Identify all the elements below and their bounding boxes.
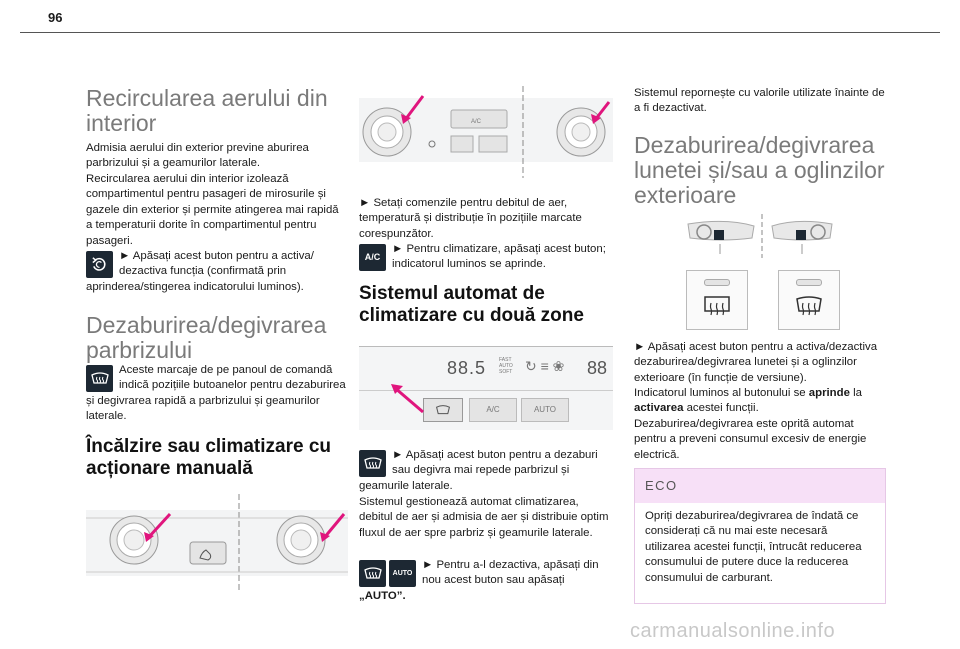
rear-defrost-curved-icon: [795, 295, 823, 319]
manual-settings-paragraph: ► Setați comenzile pentru debitul de aer, temperatură și distribuție în pozițiile marcate corespunzător.: [359, 197, 582, 240]
rear-p2-a: Indicatorul luminos al butonului se: [634, 387, 806, 399]
manual-control-panel-illustration: [86, 492, 348, 592]
heading-manual-climate: Încălzire sau climatizare cu acționare manuală: [86, 436, 332, 479]
heading-rear-defrost: Dezaburirea/degivrarea lunetei și/sau a oglinzilor exterioare: [634, 132, 885, 208]
panel-defrost-button: [423, 398, 463, 422]
recirc-paragraph-1: Admisia aerului din exterior previne aburirea parbrizului și a geamurilor laterale.: [86, 142, 309, 170]
recirculation-icon: [86, 251, 113, 278]
auto-quote: „AUTO”.: [359, 589, 406, 602]
rear-p2-c: la: [853, 387, 862, 399]
auto-label: AUTO: [499, 363, 513, 369]
rear-paragraph-3: Dezaburirea/degivrarea este oprită automat pentru a preveni consumul excesiv de energie electrică.: [634, 418, 867, 461]
heading-recirculation: Recircularea aerului din interior: [86, 85, 328, 136]
heading-windscreen-defrost: Dezaburirea/degivrarea parbrizului: [86, 312, 327, 363]
restart-paragraph: Sistemul repornește cu valorile utilizate înainte de a fi dezactivat.: [634, 87, 885, 115]
dual-zone-text-3: ► Pentru a-l dezactiva, apăsați din nou acest buton sau apăsați: [422, 559, 599, 587]
ac-text: ► Pentru climatizare, apăsați acest buton; indicatorul luminos se aprinde.: [392, 243, 606, 271]
panel-auto-button: AUTO: [521, 398, 569, 422]
heading-dual-zone: Sistemul automat de climatizare cu două zone: [359, 283, 584, 326]
recirc-instruction: ► Apăsați acest buton pentru a activa/ dezactiva funcția (confirmată prin aprinderea/stingerea indicatorului luminos).: [86, 250, 314, 293]
rear-paragraph-2: [634, 386, 888, 417]
manual-ac-panel-illustration: [359, 86, 613, 178]
page-number: 96: [48, 10, 63, 25]
display-right-temp: 88: [587, 358, 608, 378]
rear-paragraph-1: ► Apăsați acest buton pentru a activa/dezactiva dezaburirea/degivrarea lunetei și a oglinzilor exterioare (în funcție de versiune).: [634, 341, 878, 384]
rear-p2-d: activarea: [634, 402, 684, 415]
windscreen-defrost-icon: [86, 365, 113, 392]
dual-zone-paragraph-1: [359, 448, 611, 494]
rear-p2-b: aprinde: [808, 387, 850, 399]
defrost-text: Aceste marcaje de pe panoul de comandă indică pozițiile butoanelor pentru dezaburirea și degivrarea rapidă a parbrizului și geamurilor laterale.: [86, 364, 346, 423]
panel-ac-label: A/C: [471, 119, 482, 125]
eco-title: ECO: [635, 469, 885, 503]
recirc-paragraph-3: [86, 249, 346, 295]
eco-box: [634, 468, 886, 604]
dual-zone-paragraph-2: Sistemul gestionează automat climatizarea, debitul de aer și admisia de aer și distribuie optim fluxul de aer spre parbriz și geamurile laterale.: [359, 496, 609, 539]
windscreen-defrost-icon-2: [359, 450, 386, 477]
display-left-temp: 88.5: [447, 358, 487, 378]
display-mode: [499, 357, 513, 375]
dual-zone-panel-illustration: [359, 346, 613, 430]
defrost-paragraph: [86, 363, 346, 425]
mirror-defrost-illustration: [686, 214, 836, 258]
rear-window-defrost-button-alt: [778, 270, 840, 330]
header-rule: [20, 32, 940, 33]
ac-paragraph: [359, 242, 611, 273]
recirc-paragraph-2: Recircularea aerului din interior izolează compartimentul pentru pasageri de mirosurile și gazele din exterior și permite atingerea mai rapidă a temperaturii dorite în compartimentul pentru pasageri.: [86, 173, 339, 247]
display-icons: ↻ ≡ ❀: [525, 358, 565, 374]
ac-button-icon: A/C: [359, 244, 386, 271]
watermark: carmanualsonline.info: [630, 620, 836, 642]
rear-defrost-icon: [703, 295, 731, 319]
dual-zone-paragraph-3: [359, 558, 611, 604]
rear-p2-e: acestei funcții.: [686, 402, 759, 415]
rear-window-defrost-button: [686, 270, 748, 330]
dual-zone-text-1: ► Apăsați acest buton pentru a dezaburi sau degivra mai repede parbrizul și geamurile laterale.: [359, 449, 598, 492]
panel-ac-button: A/C: [469, 398, 517, 422]
fast-label: FAST: [499, 357, 512, 363]
windscreen-defrost-icon-3: [359, 560, 386, 587]
pointer-arrow-icon: [387, 382, 427, 416]
soft-label: SOFT: [499, 369, 513, 375]
eco-body: Opriți dezaburirea/degivrarea de îndată ce considerați că nu mai este necesară utilizarea acestei funcții, întrucât reducerea consumului de putere duce la reducerea consumului de carburant.: [645, 510, 862, 584]
auto-button-icon: AUTO: [389, 560, 416, 587]
